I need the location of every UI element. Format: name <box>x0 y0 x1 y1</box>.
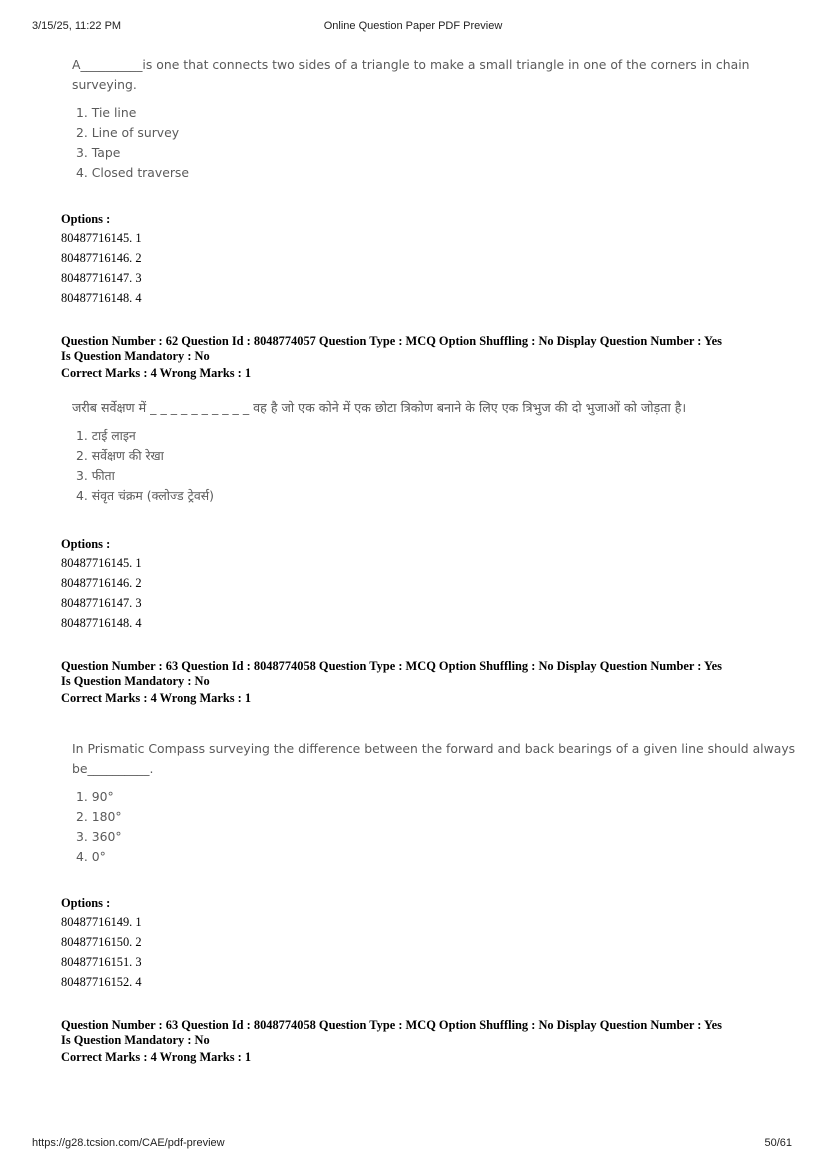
option-id-row: 80487716147. 3 <box>61 271 142 285</box>
question-62-image <box>72 398 686 506</box>
question-stem-line: be__________. <box>72 761 154 776</box>
question-63-meta-repeat <box>61 1018 781 1065</box>
choice-item: 4. संवृत चंक्रम (क्लोज्ड ट्रेवर्स) <box>76 488 214 503</box>
options-block <box>61 894 142 992</box>
options-title: Options : <box>61 896 111 910</box>
question-mandatory-line: Is Question Mandatory : No <box>61 1033 210 1047</box>
question-choices <box>76 787 795 867</box>
choice-item: 1. टाई लाइन <box>76 428 136 443</box>
page-title: Online Question Paper PDF Preview <box>323 20 503 32</box>
option-id-row: 80487716148. 4 <box>61 616 142 630</box>
choice-item: 2. सर्वेक्षण की रेखा <box>76 448 164 463</box>
options-block <box>61 535 142 633</box>
choice-item: 2. 180° <box>76 809 122 824</box>
question-choices <box>76 103 750 183</box>
question-63-image <box>72 739 795 867</box>
question-marks-line: Correct Marks : 4 Wrong Marks : 1 <box>61 691 252 705</box>
question-61-image <box>72 55 750 183</box>
question-meta-line: Question Number : 63 Question Id : 8048774058 Question Type : MCQ Option Shuffling : No Display Question Number : Yes <box>61 1018 722 1032</box>
choice-item: 3. फीता <box>76 468 115 483</box>
question-mandatory-line: Is Question Mandatory : No <box>61 674 210 688</box>
option-id-row: 80487716149. 1 <box>61 915 142 929</box>
choice-item: 1. Tie line <box>76 105 137 120</box>
question-stem-line: In Prismatic Compass surveying the difference between the forward and back bearings of a given line should always <box>72 741 796 756</box>
question-marks-line: Correct Marks : 4 Wrong Marks : 1 <box>61 366 252 380</box>
question-stem-line: जरीब सर्वेक्षण में _ _ _ _ _ _ _ _ _ _ वह है जो एक कोने में एक छोटा त्रिकोण बनाने के लिए एक त्रिभुज की दो भुजाओं को जोड़ता है। <box>72 400 687 415</box>
question-62-meta <box>61 334 781 381</box>
option-id-row: 80487716152. 4 <box>61 975 142 989</box>
choice-item: 4. Closed traverse <box>76 165 189 180</box>
option-id-row: 80487716145. 1 <box>61 231 142 245</box>
options-title: Options : <box>61 537 111 551</box>
options-block <box>61 210 142 308</box>
option-id-row: 80487716151. 3 <box>61 955 142 969</box>
question-marks-line: Correct Marks : 4 Wrong Marks : 1 <box>61 1050 252 1064</box>
option-id-row: 80487716145. 1 <box>61 556 142 570</box>
option-id-row: 80487716148. 4 <box>61 291 142 305</box>
question-mandatory-line: Is Question Mandatory : No <box>61 349 210 363</box>
question-63-meta <box>61 659 781 706</box>
choice-item: 4. 0° <box>76 849 106 864</box>
option-id-row: 80487716147. 3 <box>61 596 142 610</box>
question-stem-line: A__________is one that connects two sides of a triangle to make a small triangle in one of the corners in chain <box>72 57 750 72</box>
question-choices <box>76 426 686 506</box>
choice-item: 1. 90° <box>76 789 114 804</box>
choice-item: 3. Tape <box>76 145 121 160</box>
option-id-row: 80487716146. 2 <box>61 576 142 590</box>
choice-item: 3. 360° <box>76 829 122 844</box>
choice-item: 2. Line of survey <box>76 125 180 140</box>
page-number: 50/61 <box>764 1137 792 1149</box>
options-title: Options : <box>61 212 111 226</box>
print-datetime: 3/15/25, 11:22 PM <box>32 20 122 32</box>
option-id-row: 80487716146. 2 <box>61 251 142 265</box>
question-stem-line: surveying. <box>72 77 137 92</box>
question-meta-line: Question Number : 62 Question Id : 8048774057 Question Type : MCQ Option Shuffling : No Display Question Number : Yes <box>61 334 722 348</box>
question-meta-line: Question Number : 63 Question Id : 8048774058 Question Type : MCQ Option Shuffling : No Display Question Number : Yes <box>61 659 722 673</box>
option-id-row: 80487716150. 2 <box>61 935 142 949</box>
page-url: https://g28.tcsion.com/CAE/pdf-preview <box>32 1137 225 1149</box>
